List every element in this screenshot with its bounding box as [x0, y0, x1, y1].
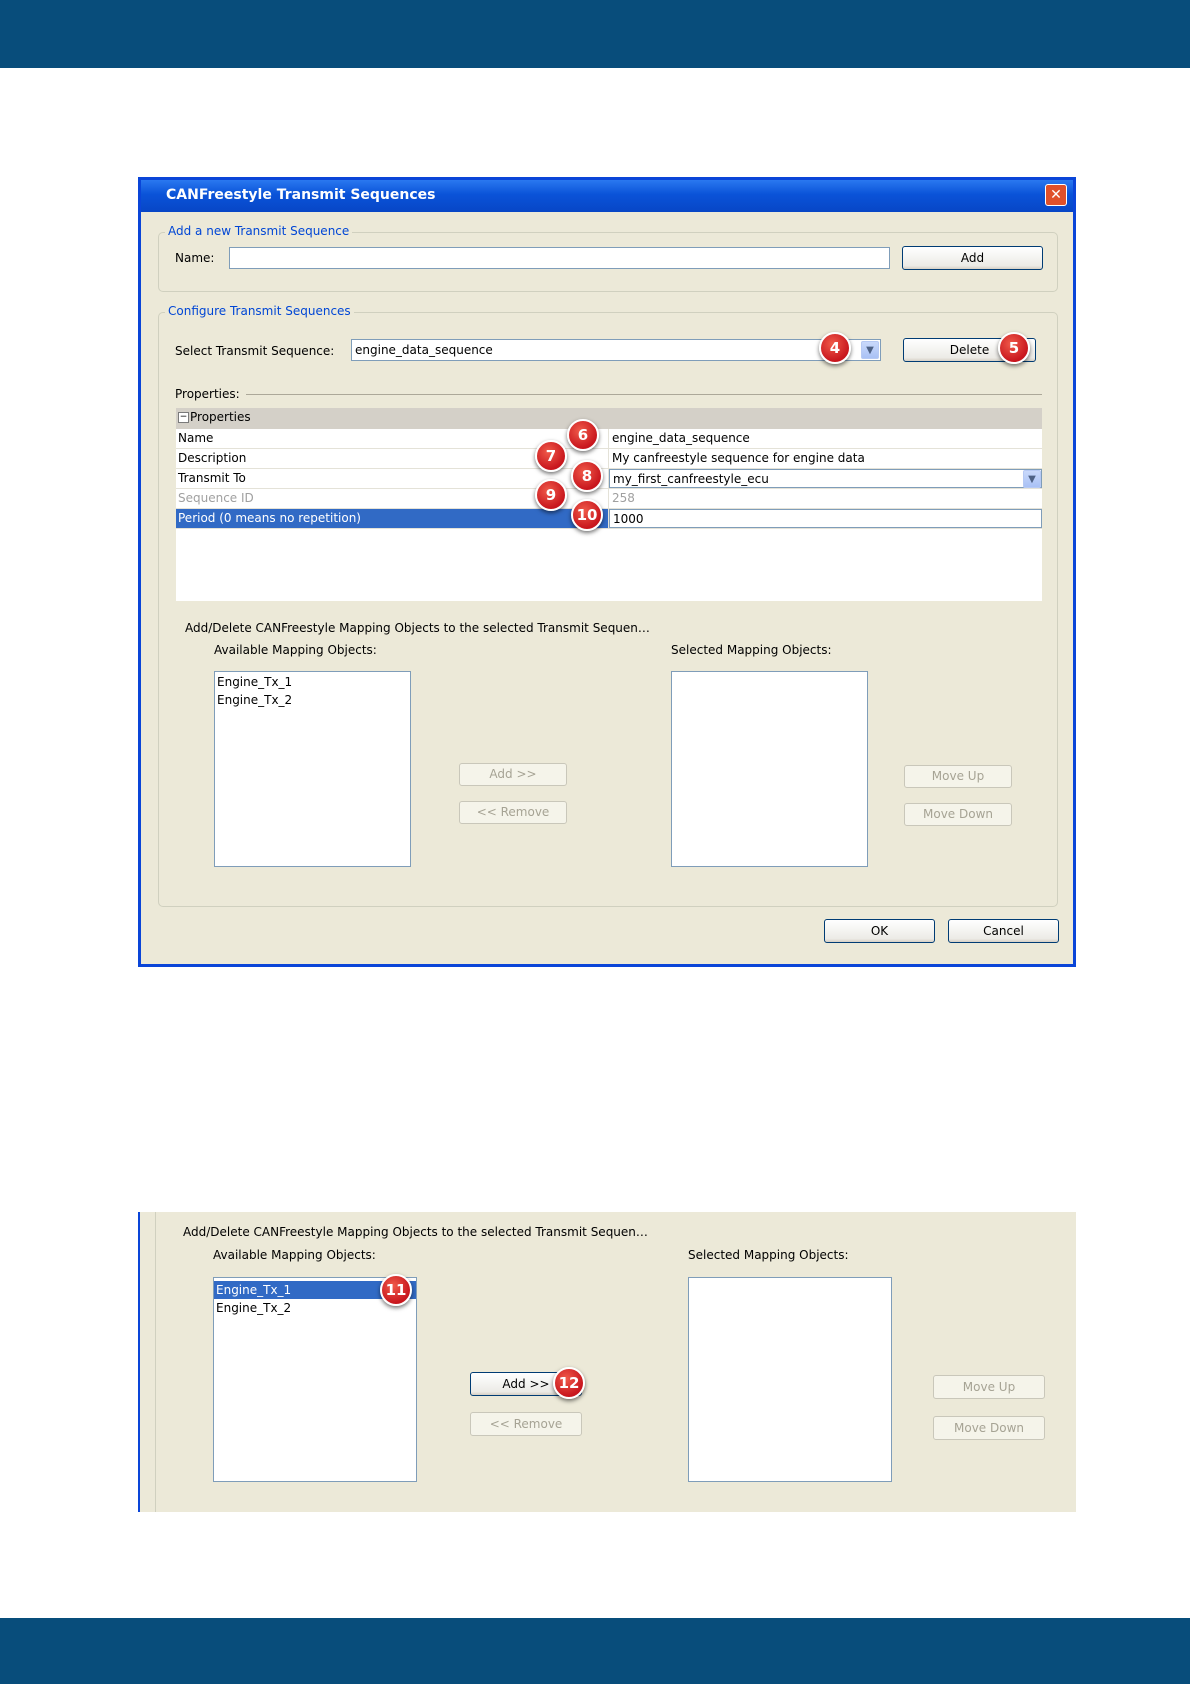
- mapping-heading: Add/Delete CANFreestyle Mapping Objects to the selected Transmit Sequen…: [185, 621, 650, 635]
- callout-badge: 10: [571, 499, 603, 531]
- mapping-heading: Add/Delete CANFreestyle Mapping Objects to the selected Transmit Sequen…: [183, 1225, 648, 1239]
- property-row-sequence-id: [176, 489, 1042, 509]
- property-grid: [176, 408, 1042, 601]
- property-name: Name: [176, 429, 609, 448]
- available-objects-label: Available Mapping Objects:: [214, 643, 377, 657]
- select-sequence-label: Select Transmit Sequence:: [175, 344, 335, 358]
- callout-badge: 12: [553, 1367, 585, 1399]
- available-objects-list[interactable]: [213, 1277, 417, 1482]
- callout-badge: 9: [535, 479, 567, 511]
- transmit-sequences-dialog: [138, 177, 1076, 967]
- callout-badge: 8: [571, 460, 603, 492]
- selected-objects-label: Selected Mapping Objects:: [688, 1248, 849, 1262]
- top-header-band: [0, 0, 1190, 68]
- property-value[interactable]: 1000: [609, 509, 1042, 528]
- sequence-name-input[interactable]: [229, 247, 890, 269]
- properties-divider: [246, 394, 1042, 395]
- chevron-down-icon[interactable]: ▼: [1023, 470, 1041, 488]
- property-name: Transmit To: [176, 469, 609, 488]
- callout-badge: 11: [380, 1274, 412, 1306]
- property-row-name[interactable]: [176, 429, 1042, 449]
- configure-sequences-legend: Configure Transmit Sequences: [165, 304, 354, 318]
- property-value[interactable]: engine_data_sequence: [612, 431, 750, 445]
- move-down-button[interactable]: Move Down: [904, 803, 1012, 826]
- property-category-label: Properties: [190, 410, 251, 424]
- property-category-row[interactable]: [176, 408, 1042, 429]
- callout-badge: 7: [535, 440, 567, 472]
- property-value[interactable]: my_first_canfreestyle_ecu: [609, 469, 1042, 488]
- callout-badge: 4: [819, 332, 851, 364]
- remove-mapping-button[interactable]: << Remove: [459, 801, 567, 824]
- property-value: 258: [612, 491, 635, 505]
- property-name: Sequence ID: [176, 489, 609, 508]
- properties-label: Properties:: [175, 387, 240, 401]
- property-row-period[interactable]: [176, 509, 1042, 529]
- callout-badge: 6: [567, 419, 599, 451]
- dialog-titlebar: [141, 180, 1073, 212]
- list-item[interactable]: Engine_Tx_2: [216, 1301, 292, 1315]
- property-value[interactable]: My canfreestyle sequence for engine data: [612, 451, 865, 465]
- property-name: Description: [176, 449, 609, 468]
- list-item[interactable]: Engine_Tx_2: [217, 693, 293, 707]
- bottom-footer-band: [0, 1618, 1190, 1684]
- move-up-button[interactable]: Move Up: [933, 1375, 1045, 1399]
- selected-objects-list[interactable]: [688, 1277, 892, 1482]
- add-sequence-button[interactable]: Add: [902, 246, 1043, 270]
- chevron-down-icon[interactable]: ▼: [861, 341, 879, 359]
- property-name: Period (0 means no repetition): [176, 509, 609, 528]
- add-sequence-legend: Add a new Transmit Sequence: [165, 224, 352, 238]
- property-row-description[interactable]: [176, 449, 1042, 469]
- cancel-button[interactable]: Cancel: [948, 919, 1059, 943]
- selected-objects-label: Selected Mapping Objects:: [671, 643, 832, 657]
- available-objects-label: Available Mapping Objects:: [213, 1248, 376, 1262]
- select-sequence-combo[interactable]: [351, 339, 881, 361]
- mapping-panel-zoomed: [138, 1212, 1076, 1512]
- remove-mapping-button[interactable]: << Remove: [470, 1412, 582, 1436]
- dialog-title: CANFreestyle Transmit Sequences: [166, 187, 436, 203]
- list-item[interactable]: Engine_Tx_1: [214, 1281, 416, 1299]
- available-objects-list[interactable]: [214, 671, 411, 867]
- select-sequence-value: engine_data_sequence: [355, 343, 493, 357]
- delete-sequence-button[interactable]: Delete: [903, 338, 1036, 362]
- add-mapping-button[interactable]: Add >>: [470, 1372, 582, 1396]
- group-border: [155, 1212, 156, 1512]
- ok-button[interactable]: OK: [824, 919, 935, 943]
- list-item[interactable]: Engine_Tx_1: [217, 675, 293, 689]
- close-icon[interactable]: ✕: [1045, 184, 1067, 206]
- property-row-transmit-to[interactable]: [176, 469, 1042, 489]
- add-mapping-button[interactable]: Add >>: [459, 763, 567, 786]
- add-sequence-group: [158, 224, 1058, 292]
- callout-badge: 5: [998, 332, 1030, 364]
- move-up-button[interactable]: Move Up: [904, 765, 1012, 788]
- collapse-icon[interactable]: −: [179, 412, 188, 422]
- selected-objects-list[interactable]: [671, 671, 868, 867]
- move-down-button[interactable]: Move Down: [933, 1416, 1045, 1440]
- name-label: Name:: [175, 251, 215, 265]
